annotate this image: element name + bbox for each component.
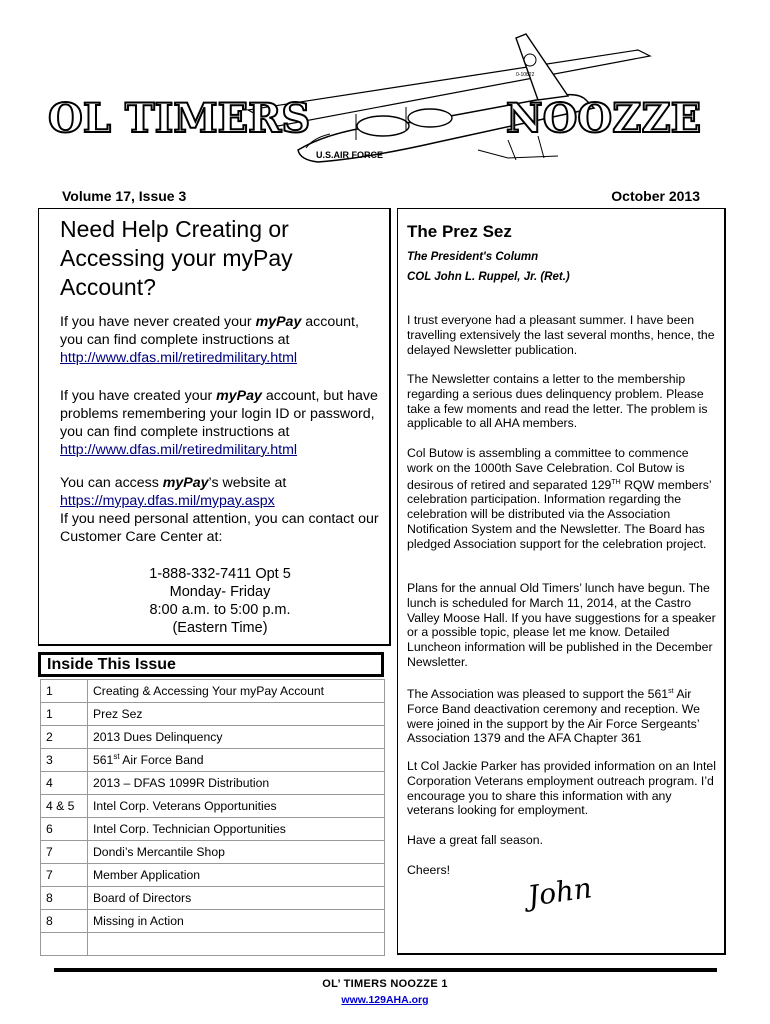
prez-paragraph-7: Have a great fall season. [407, 833, 544, 847]
prez-paragraph-2: The Newsletter contains a letter to the membership regarding a serious dues delinquency problem. Please take a few moments and read the letter. The problem is applicable to all AHA members. [407, 372, 708, 431]
page-number: 4 [41, 772, 88, 795]
page-number: 1 [41, 680, 88, 703]
page-number: 3 [41, 749, 88, 772]
table-row [41, 841, 385, 864]
article-title: Member Application [88, 864, 385, 887]
website-link[interactable]: www.129AHA.org [341, 994, 429, 1006]
issue-date: October 2013 [611, 188, 700, 204]
article-title: 561st Air Force Band [88, 749, 385, 772]
table-row [41, 910, 385, 933]
table-row [41, 864, 385, 887]
mypay-paragraph-1: If you have never created your myPay account, you can find complete instructions at http://www.dfas.mil/retiredmilitary.html [60, 314, 359, 366]
inside-issue-header: Inside This Issue [38, 652, 384, 677]
retiredmilitary-link-1[interactable]: http://www.dfas.mil/retiredmilitary.html [60, 350, 298, 366]
page-number: 7 [41, 864, 88, 887]
page-number: 8 [41, 910, 88, 933]
mypay-paragraph-2: If you have created your myPay account, but have problems remembering your login ID or password, you can find complete instructions at http://www.dfas.mil/retiredmilitary.html [60, 388, 378, 458]
retiredmilitary-link-2[interactable]: http://www.dfas.mil/retiredmilitary.html [60, 442, 298, 458]
table-row [41, 772, 385, 795]
table-row [41, 726, 385, 749]
page-number: 6 [41, 818, 88, 841]
prez-paragraph-3: Col Butow is assembling a committee to commence work on the 1000th Save Celebration. Col Butow is desirous of retired and separated 129TH RQW members’ celebration participation. Information regarding the celebration will be distributed via the Association Notification System and the Newsletter. The Board has pledged Association support for the celebration project. [407, 446, 712, 551]
page-number: 1 [41, 703, 88, 726]
prez-paragraph-6: Lt Col Jackie Parker has provided information on an Intel Corporation Veterans employment outreach program. I’d encourage you to share this information with any veterans looking for employment. [407, 759, 716, 818]
prez-author: COL John L. Ruppel, Jr. (Ret.) [407, 271, 570, 283]
prez-sez-title: The Prez Sez [407, 222, 512, 241]
article-title: Prez Sez [88, 703, 385, 726]
inside-issue-table [40, 679, 385, 956]
article-title: Board of Directors [88, 887, 385, 910]
plane-marking: U.S.AIR FORCE [316, 150, 384, 160]
article-title: 2013 Dues Delinquency [88, 726, 385, 749]
contact-phone: 1-888-332-7411 Opt 5 [149, 566, 291, 582]
article-title: Missing in Action [88, 910, 385, 933]
table-row [41, 887, 385, 910]
page-number: 2 [41, 726, 88, 749]
prez-column-subtitle: The President's Column [407, 251, 539, 263]
prez-paragraph-8: Cheers! [407, 863, 451, 877]
volume-issue: Volume 17, Issue 3 [62, 188, 187, 204]
article-title: Creating & Accessing Your myPay Account [88, 680, 385, 703]
table-row [41, 933, 385, 956]
masthead-title-right: NOOZZE [506, 95, 702, 142]
article-title: Intel Corp. Technician Opportunities [88, 818, 385, 841]
mypay-paragraph-3: You can access myPay’s website at https://mypay.dfas.mil/mypay.aspx If you need personal attention, you can contact our Customer Care Center at: [60, 475, 379, 545]
footer-title: OL’ TIMERS NOOZZE 1 [322, 978, 448, 990]
tail-number: 0-10822 [516, 72, 535, 78]
table-row [41, 703, 385, 726]
prez-paragraph-5: The Association was pleased to support the 561st Air Force Band deactivation ceremony and reception. We were joined in the support by the Air Force Sergeants’ Association 1379 and the AFA Chapter 361 [407, 687, 701, 746]
table-row [41, 818, 385, 841]
footer-rule [54, 968, 717, 972]
article-title: 2013 – DFAS 1099R Distribution [88, 772, 385, 795]
article-title [88, 933, 385, 956]
page-number: 4 & 5 [41, 795, 88, 818]
article-title: Intel Corp. Veterans Opportunities [88, 795, 385, 818]
mypay-site-link[interactable]: https://mypay.dfas.mil/mypay.aspx [60, 493, 275, 509]
mypay-article-title: Need Help Creating or Accessing your myPay Account? [60, 216, 293, 300]
masthead-plane-illustration [38, 30, 738, 180]
footer-url [0, 994, 770, 1006]
contact-timezone: (Eastern Time) [172, 620, 268, 636]
table-row [41, 749, 385, 772]
table-row [41, 795, 385, 818]
prez-paragraph-1: I trust everyone had a pleasant summer. I have been travelling extensively the last several months, hence, the delayed Newsletter publication. [407, 313, 715, 357]
page-number: 8 [41, 887, 88, 910]
masthead [38, 30, 738, 180]
contact-hours: 8:00 a.m. to 5:00 p.m. [149, 602, 291, 618]
signature: John [525, 871, 594, 913]
prez-paragraph-4: Plans for the annual Old Timers’ lunch have begun. The lunch is scheduled for March 11, 2014, at the Castro Valley Moose Hall. If you have suggestions for a speaker or a possible topic, please let me know. Detailed Luncheon information will be published in the December Newsletter. [407, 581, 716, 669]
masthead-title-left: OL TIMERS [48, 95, 311, 142]
contact-days: Monday- Friday [169, 584, 271, 600]
page-number: 7 [41, 841, 88, 864]
article-title: Dondi’s Mercantile Shop [88, 841, 385, 864]
table-row [41, 680, 385, 703]
page-number [41, 933, 88, 956]
